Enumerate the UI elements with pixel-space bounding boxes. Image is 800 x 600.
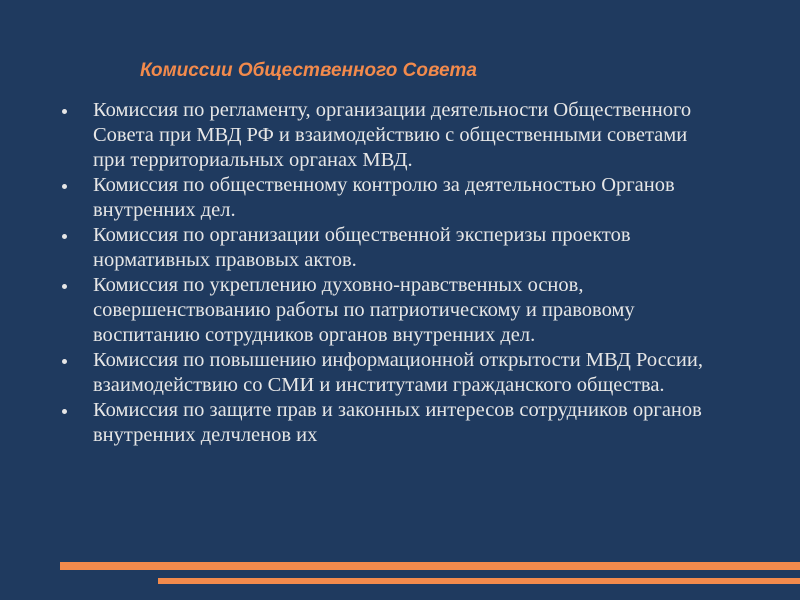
bullet-icon [62, 184, 67, 189]
accent-bar-short [158, 578, 800, 584]
list-item [60, 173, 720, 223]
list-item-text: Комиссия по организации общественной эксперизы проектов нормативных правовых актов. [93, 224, 631, 271]
list-item-text: Комиссия по общественному контролю за деятельностью Органов внутренних дел. [93, 174, 675, 221]
bullet-icon [62, 234, 67, 239]
slide-title: Комиссии Общественного Совета [140, 60, 477, 81]
list-item [60, 223, 720, 273]
bullet-icon [62, 109, 67, 114]
list-item-text: Комиссия по защите прав и законных интересов сотрудников органов внутренних делчленов их [93, 399, 702, 446]
bullet-icon [62, 409, 67, 414]
commission-list [60, 98, 720, 448]
list-item-text: Комиссия по регламенту, организации деятельности Общественного Совета при МВД РФ и взаимодействию с общественными советами при территориальных органах МВД. [93, 99, 692, 171]
list-item-text: Комиссия по повышению информационной открытости МВД России, взаимодействию со СМИ и институтами гражданского общества. [93, 349, 703, 396]
list-item-text: Комиссия по укреплению духовно-нравственных основ, совершенствованию работы по патриотическому и правовому воспитанию сотрудников органов внутренних дел. [93, 274, 635, 346]
list-item [60, 273, 720, 348]
list-item [60, 98, 720, 173]
bullet-icon [62, 284, 67, 289]
bullet-icon [62, 359, 67, 364]
list-item [60, 348, 720, 398]
accent-bar-long [60, 562, 800, 570]
list-item [60, 398, 720, 448]
